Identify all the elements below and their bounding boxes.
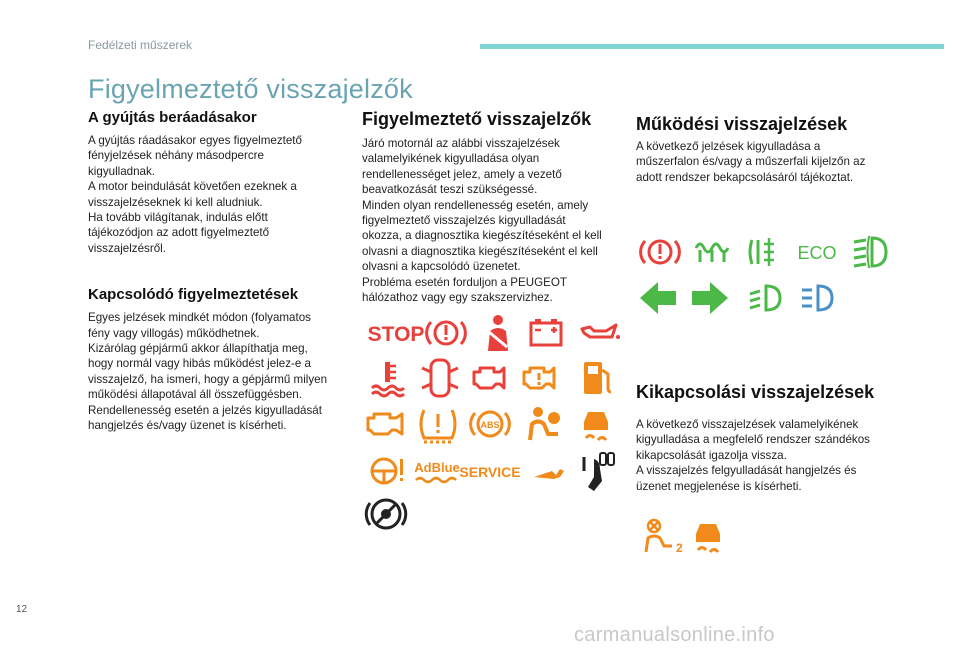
right-column-bottom [636, 381, 906, 494]
deactivation-lamps-text: A következő visszajelzések valamelyikének kigyulladása a megfelelő rendszer szándékos kikapcsolását igazolja vissza. A visszajelzés felgyulladását hangjelzés és üzenet megjelenése is kísérheti. [636, 418, 870, 493]
operating-lamps-heading: Működési visszajelzések [636, 114, 848, 134]
parking-brake-icon [362, 490, 410, 538]
airbag-off-icon [636, 512, 684, 560]
deactivation-lamps-heading: Kikapcsolási visszajelzések [636, 382, 875, 402]
esc-off-icon [684, 512, 732, 560]
watermark: carmanualsonline.info [574, 624, 775, 646]
tyre-pressure-icon [414, 400, 462, 448]
ignition-text: A gyújtás ráadásakor egyes figyelmeztető fényjelzések néhány másodpercre kigyulladnak. A motor beindulását követően ezeknek a visszajelzéseknek ki kell aludniuk. Ha tovább világítanak, indulás előtt tájékozódjon az adott figyelmeztető visszajelzésről. [88, 134, 302, 255]
service-label: SERVICE [459, 464, 521, 480]
related-warnings-heading: Kapcsolódó figyelmeztetések [88, 286, 299, 304]
door-open-icon [416, 354, 464, 402]
operating-lamps-text: A következő jelzések kigyulladása a műszerfalon és/vagy a műszerfali kijelzőn az adott rendszer bekapcsolásáról tájékoztat. [636, 140, 866, 184]
seatbelt-icon [474, 309, 522, 357]
engine-check-icon [362, 400, 410, 448]
ignition-heading: A gyújtás beráadásakor [88, 109, 257, 126]
related-warnings-text: Egyes jelzések mindkét módon (folyamatos fény vagy villogás) működhetnek. Kizárólag gépjármű akkor állapíthatja meg, hogy normál vagy hibás működést jelez-e a visszajelző, ha ismeri, hogy a gépjármű milyen működési állapotával áll összefüggésben. Rendellenesség esetén a jelzés kigyulladását hangjelzés és/vagy üzenet is kísérheti. [88, 311, 328, 433]
right-indicator-icon [686, 274, 734, 322]
right-column-top [636, 113, 906, 185]
chapter-title: Fedélzeti műszerek [88, 38, 193, 52]
page-title: Figyelmeztető visszajelzők [88, 74, 413, 104]
stop-label: STOP [367, 323, 425, 346]
preheating-icon [688, 228, 736, 276]
wrench-icon [524, 447, 572, 495]
stop-icon [367, 309, 425, 357]
warning-lamps-heading: Figyelmeztető visszajelzők [362, 109, 592, 129]
chapter-accent-bar [480, 44, 944, 49]
svg-text:2: 2 [676, 541, 683, 555]
abs-icon [466, 400, 514, 448]
engine-fault-icon [466, 354, 514, 402]
warning-red-brake-icon [636, 228, 684, 276]
glow-plug-icon [740, 228, 788, 276]
front-fog-icon [846, 228, 894, 276]
main-beam-icon [792, 274, 840, 322]
brake-icon [422, 309, 470, 357]
warning-lamps-text: Járó motornál az alábbi visszajelzések valamelyikének kigyulladása olyan rendellenességet jelez, amely a vezető beavatkozását teszi szükségessé. Minden olyan rendellenesség esetén, amely figyelmeztető visszajelzés kigyulladását okozza, a diagnosztika kiegészítéseként el kell olvasni a diagnosztika kiegészítéseként el kell olvasni a kapcsolódó üzenetet. Probléma esetén forduljon a PEUGEOT hálózathoz vagy egy szakszervizhez. [362, 137, 602, 305]
steering-fault-icon [362, 447, 410, 495]
oil-pressure-icon [576, 309, 624, 357]
coolant-temperature-icon [364, 354, 412, 402]
dipped-beam-icon [740, 274, 788, 322]
esc-icon [572, 400, 620, 448]
middle-column [362, 108, 620, 305]
eco-icon [792, 228, 842, 276]
abs-label: ABS [480, 420, 500, 430]
service-icon [459, 447, 521, 495]
battery-icon [522, 309, 570, 357]
left-indicator-icon [634, 274, 682, 322]
adblue-label: AdBlue [414, 460, 460, 475]
foot-on-brake-icon [574, 447, 622, 495]
left-column [88, 108, 350, 434]
airbag-icon [518, 400, 566, 448]
adblue-icon [410, 447, 464, 495]
engine-alert-icon [516, 354, 564, 402]
eco-label: ECO [797, 243, 837, 263]
fuel-low-icon [572, 354, 620, 402]
page-number: 12 [16, 604, 28, 615]
